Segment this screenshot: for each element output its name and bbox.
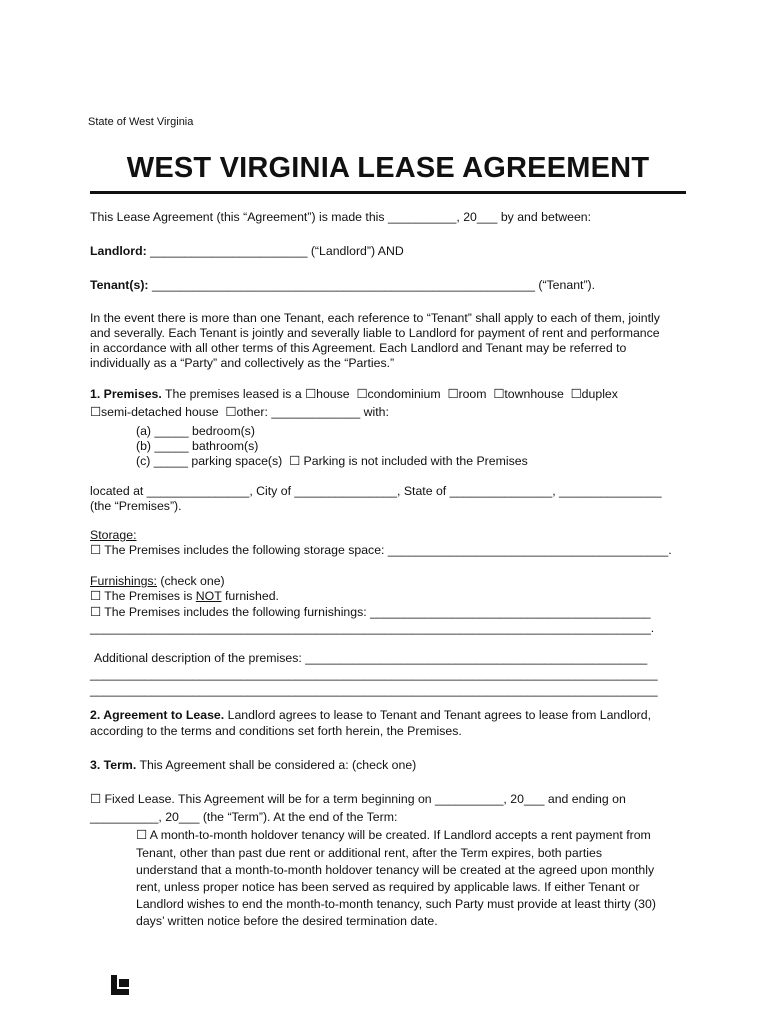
additional-description-line: Additional description of the premises: __________________________________________________ (94, 651, 648, 665)
furnishings-option-not-furnished (90, 589, 279, 603)
holdover-line-1: ☐ A month-to-month holdover tenancy will be created. If Landlord accepts a rent payment from (136, 828, 651, 842)
furnishings-option-text: ☐ The Premises is (90, 589, 196, 603)
multi-tenant-line-3: in accordance with all other terms of this Agreement. Each Landlord and Tenant may be referred to (90, 341, 627, 355)
holdover-line-2: Tenant, other than past due rent or additional rent, after the Term expires, both parties (136, 846, 602, 860)
furnishings-note: (check one) (156, 574, 225, 588)
premises-line-2: ☐semi-detached house ☐other: _____________ with: (90, 405, 389, 419)
document-title: WEST VIRGINIA LEASE AGREEMENT (126, 152, 650, 184)
multi-tenant-line-1: In the event there is more than one Tenant, each reference to “Tenant” shall apply to each of them, jointly (90, 311, 660, 325)
state-label: State of West Virginia (88, 116, 194, 128)
additional-blank-line-2: ___________________________________________________________________________________ (90, 683, 658, 697)
holdover-line-4: rent, unless proper notice has been served as required by applicable laws. If either Tenant or (136, 880, 640, 894)
furnishings-blank-line: __________________________________________________________________________________. (90, 621, 655, 635)
document-logo-icon (93, 957, 111, 977)
agreement-heading: 2. Agreement to Lease. (90, 708, 225, 722)
premises-item-parking: (c) _____ parking space(s) ☐ Parking is not included with the Premises (136, 454, 528, 468)
agreement-line-2: according to the terms and conditions set forth herein, the Premises. (90, 724, 462, 738)
agreement-text: Landlord agrees to lease to Tenant and Tenant agrees to lease from Landlord, (224, 708, 652, 722)
term-heading: 3. Term. (90, 758, 137, 772)
tenant-label: Tenant(s): (90, 278, 149, 292)
located-at-line: located at _______________, City of _______________, State of _______________, _______________ (90, 484, 662, 498)
agreement-line-1 (90, 708, 651, 722)
landlord-label: Landlord: (90, 244, 147, 258)
holdover-line-3: understand that a month-to-month holdover tenancy will be created at the agreed upon monthly (136, 863, 655, 877)
storage-line: ☐ The Premises includes the following storage space: _________________________________________. (90, 543, 672, 557)
premises-line-1 (90, 387, 618, 401)
furnishings-heading-line (90, 574, 225, 588)
premises-definition: (the “Premises”). (90, 499, 182, 513)
tenant-blank: ________________________________________________________ (“Tenant”). (148, 278, 596, 292)
premises-types: The premises leased is a ☐house ☐condominium ☐room ☐townhouse ☐duplex (161, 387, 618, 401)
premises-item-bedrooms: (a) _____ bedroom(s) (136, 424, 255, 438)
term-line (90, 758, 416, 772)
fixed-lease-line-2: __________, 20___ (the “Term”). At the end of the Term: (90, 810, 398, 824)
furnishings-option-includes: ☐ The Premises includes the following furnishings: _________________________________________ (90, 605, 651, 619)
title-divider (90, 191, 686, 194)
furnishings-option-text-end: furnished. (221, 589, 279, 603)
landlord-blank: _______________________ (“Landlord”) AND (146, 244, 404, 258)
term-text: This Agreement shall be considered a: (check one) (136, 758, 417, 772)
premises-heading: 1. Premises. (90, 387, 162, 401)
tenant-line (90, 278, 595, 292)
multi-tenant-line-4: individually as a “Party” and collectively as the “Parties.” (90, 356, 395, 370)
additional-blank-line-1: ___________________________________________________________________________________ (90, 667, 658, 681)
intro-line: This Lease Agreement (this “Agreement”) is made this __________, 20___ by and between: (90, 210, 592, 224)
holdover-line-5: Landlord wishes to end the month-to-month tenancy, such Party must provide at least thirty (30) (136, 897, 656, 911)
not-emphasis: NOT (195, 589, 222, 603)
landlord-line (90, 244, 404, 258)
furnishings-heading: Furnishings: (90, 574, 157, 588)
multi-tenant-line-2: and severally. Each Tenant is jointly and severally liable to Landlord for payment of rent and performance (90, 326, 660, 340)
storage-heading: Storage: (90, 528, 137, 542)
fixed-lease-line-1: ☐ Fixed Lease. This Agreement will be for a term beginning on __________, 20___ and ending on (90, 792, 626, 806)
holdover-line-6: days’ written notice before the desired termination date. (136, 914, 438, 928)
premises-item-bathrooms: (b) _____ bathroom(s) (136, 439, 259, 453)
